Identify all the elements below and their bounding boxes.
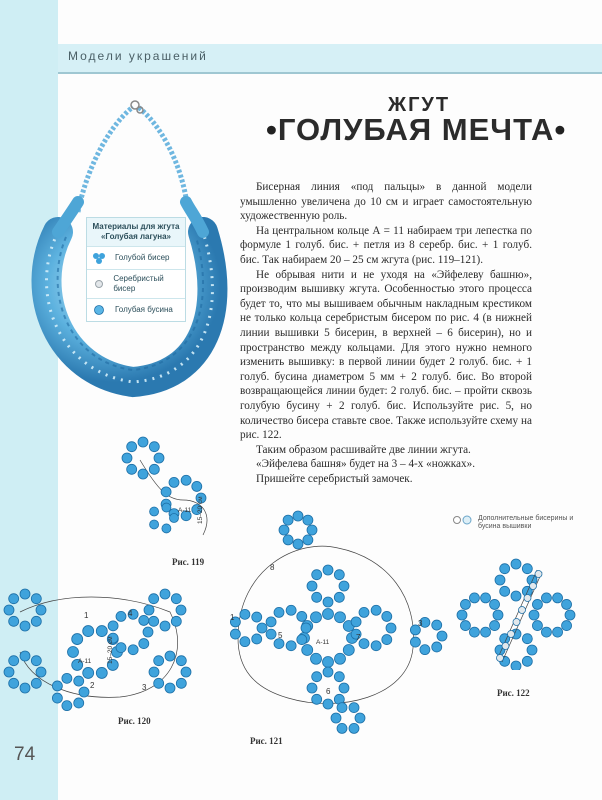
bead: [74, 676, 84, 686]
bead: [274, 607, 284, 617]
fig119-ring-label: А-11: [178, 507, 192, 514]
bead: [386, 623, 396, 633]
bead: [297, 611, 307, 621]
bead: [511, 591, 521, 601]
bead: [31, 594, 41, 604]
bead: [74, 698, 84, 708]
bead: [420, 645, 430, 655]
bead: [165, 651, 175, 661]
bead: [116, 611, 126, 621]
legend-text: Дополнительные бисерины и бусина вышивки: [478, 515, 574, 530]
bead: [382, 635, 392, 645]
bead: [457, 610, 467, 620]
bead: [565, 610, 575, 620]
page-title: [266, 112, 566, 148]
fig119-caption: Рис. 119: [172, 557, 205, 567]
bead: [500, 586, 510, 596]
bead: [36, 667, 46, 677]
bead: [522, 634, 532, 644]
bead: [497, 655, 504, 662]
bead: [460, 599, 470, 609]
title-dot: •: [266, 112, 278, 147]
bead: [351, 617, 361, 627]
bead: [230, 629, 240, 639]
bead: [481, 593, 491, 603]
materials-item-label: Голубой бисер: [115, 253, 170, 262]
title-dot: •: [554, 112, 567, 147]
bead: [371, 605, 381, 615]
bead: [359, 607, 369, 617]
header-divider: [58, 72, 602, 74]
fig121-step-8: 8: [270, 563, 275, 572]
bead: [279, 525, 289, 535]
bead: [181, 667, 191, 677]
bead: [490, 621, 500, 631]
bead: [176, 678, 186, 688]
bead: [286, 641, 296, 651]
bead: [165, 683, 175, 693]
bead: [432, 620, 442, 630]
bead: [562, 621, 572, 631]
bead: [68, 647, 79, 658]
bead: [31, 656, 41, 666]
bead: [297, 635, 307, 645]
bead: [293, 511, 303, 521]
bead: [20, 683, 30, 693]
bead: [562, 599, 572, 609]
bead: [323, 597, 333, 607]
bead: [240, 637, 250, 647]
bead: [144, 605, 154, 615]
bead: [495, 575, 505, 585]
bead: [149, 616, 159, 626]
fig120-diagram: [0, 572, 210, 722]
bead: [460, 621, 470, 631]
bead: [192, 481, 202, 491]
bead: [266, 617, 276, 627]
bead: [469, 593, 479, 603]
bead: [79, 687, 89, 697]
bead: [337, 723, 347, 733]
bead: [312, 694, 322, 704]
bead: [532, 621, 542, 631]
bead: [293, 539, 303, 549]
materials-item: [87, 269, 185, 298]
bead: [312, 592, 322, 602]
bead: [339, 581, 349, 591]
bead: [437, 631, 447, 641]
fig121-ring-label: А-11: [316, 639, 330, 646]
bead: [307, 581, 317, 591]
paragraph: Не обрывая нити и не уходя на «Эйфелеву башню», производим вышивку жгута. Особенностью этого процесса будет то, что мы вышиваем обычным накладным крестиком не только кольца серебристым бисером по рис. 4 (в нижней линии вышивки 5 бисерин, в верхней – 6 бисерин), но и пространство между кольцами. Для этого нужно немного изменить вышивку: в первой линии будет 2 голуб. бис. + 1 голуб. бусина диаметром 5 мм + 2 голуб. бис. Во второй возвращающейся линии будет: 2 голуб. бис. – пройти сквозь голубую бусину + 2 голуб. бис. Используйте рис. 5, но количество бисера ставьте свое. Также используйте схему на рис. 122.: [240, 268, 532, 442]
bead: [522, 564, 532, 574]
bead: [143, 627, 153, 637]
bead: [52, 681, 62, 691]
bead: [31, 678, 41, 688]
bead: [469, 627, 479, 637]
bead: [160, 621, 170, 631]
bead: [181, 475, 191, 485]
bead: [323, 657, 334, 668]
bead: [139, 639, 149, 649]
bead: [511, 661, 521, 670]
bead: [283, 515, 293, 525]
bead: [149, 594, 159, 604]
bead: [532, 599, 542, 609]
fig120-step-2: 2: [90, 681, 95, 690]
materials-item: [87, 298, 185, 321]
bead: [529, 610, 539, 620]
bead: [252, 612, 262, 622]
bead: [252, 634, 262, 644]
bead: [323, 565, 333, 575]
bead: [349, 723, 359, 733]
bead: [334, 592, 344, 602]
bead: [52, 693, 62, 703]
bead: [371, 641, 381, 651]
fig122-caption: Рис. 122: [497, 688, 530, 698]
materials-item: [87, 246, 185, 269]
bead: [283, 535, 293, 545]
bead: [502, 643, 509, 650]
bead: [311, 653, 322, 664]
bead: [62, 701, 72, 711]
bead: [161, 487, 171, 497]
bead: [337, 703, 347, 713]
fig121-caption: Рис. 121: [250, 736, 283, 746]
blue-bead-icon: [91, 303, 109, 317]
bead: [169, 477, 179, 487]
bead: [171, 594, 181, 604]
fig121-step-5: 5: [278, 631, 283, 640]
fig121-step-6: 6: [326, 687, 331, 696]
bead: [481, 627, 491, 637]
bead: [303, 535, 313, 545]
bead: [511, 559, 521, 569]
paragraph: Таким образом расшивайте две линии жгута.: [256, 443, 471, 456]
bead: [4, 667, 14, 677]
bead: [359, 639, 369, 649]
bead: [96, 626, 107, 637]
fig120-step-3: 3: [142, 683, 147, 692]
bead: [9, 594, 19, 604]
fig121-diagram: [218, 508, 458, 738]
bead: [176, 656, 186, 666]
bead: [334, 672, 344, 682]
bead: [339, 683, 349, 693]
fig121-step-7: 7: [356, 633, 361, 642]
fig119-diagram: [118, 430, 228, 560]
bead: [9, 656, 19, 666]
bead: [493, 610, 503, 620]
bead: [331, 713, 341, 723]
bead: [323, 667, 333, 677]
bead: [139, 615, 149, 625]
article-text: [240, 180, 532, 486]
bead: [553, 593, 563, 603]
bead: [355, 713, 365, 723]
bead: [20, 621, 30, 631]
bead: [508, 631, 515, 638]
bead: [257, 623, 267, 633]
materials-box: [86, 217, 186, 322]
bead: [31, 616, 41, 626]
paragraph: Пришейте серебристый замочек.: [256, 472, 413, 485]
fig121-step-3: 3: [418, 619, 423, 628]
bead: [20, 589, 30, 599]
bead: [171, 616, 181, 626]
bead: [240, 609, 250, 619]
bead: [160, 589, 170, 599]
silver-seed-bead-icon: [91, 277, 107, 291]
bead: [535, 571, 542, 578]
fig119-size-label: 15–20 см: [197, 496, 204, 524]
bead: [149, 442, 159, 452]
bead: [312, 570, 322, 580]
bead: [382, 611, 392, 621]
bead: [108, 621, 118, 631]
bead: [490, 599, 500, 609]
bead: [83, 667, 94, 678]
paragraph: «Эйфелева башня» будет на 3 – 4-х «ножках».: [256, 458, 476, 471]
bead: [96, 667, 107, 678]
bead: [128, 645, 138, 655]
bead: [154, 453, 164, 463]
bead: [410, 637, 420, 647]
bead: [303, 515, 313, 525]
bead: [343, 645, 354, 656]
blue-seed-bead-icon: [91, 251, 109, 265]
bead: [432, 642, 442, 652]
bead: [522, 656, 532, 666]
bead: [149, 667, 159, 677]
bead: [500, 564, 510, 574]
bead: [286, 605, 296, 615]
bead: [116, 643, 126, 653]
materials-item-label: Голубая бусина: [115, 305, 173, 314]
fig120-step-1: 1: [84, 611, 89, 620]
diagram-legend: [452, 515, 578, 531]
bead: [312, 672, 322, 682]
bead: [83, 626, 94, 637]
bead: [149, 464, 159, 474]
bead: [513, 619, 520, 626]
bead: [154, 656, 164, 666]
bead: [311, 612, 322, 623]
fig120-ring-label: А-11: [78, 658, 92, 665]
bead: [323, 699, 333, 709]
bead: [9, 616, 19, 626]
fig120-caption: Рис. 120: [118, 716, 151, 726]
bead: [162, 503, 171, 512]
bead: [307, 525, 317, 535]
bead: [20, 651, 30, 661]
bead: [335, 612, 346, 623]
title-text: ГОЛУБАЯ МЕЧТА: [277, 112, 555, 147]
subtitle: ЖГУТ: [388, 94, 451, 116]
bead: [150, 507, 159, 516]
bead: [9, 678, 19, 688]
bead: [335, 653, 346, 664]
bead: [4, 605, 14, 615]
bead: [127, 464, 137, 474]
bead: [150, 520, 159, 529]
bead: [530, 583, 537, 590]
bead: [301, 623, 311, 633]
bead: [138, 469, 148, 479]
bead: [334, 570, 344, 580]
bead: [541, 593, 551, 603]
bead: [541, 627, 551, 637]
bead: [307, 683, 317, 693]
bead: [349, 703, 359, 713]
materials-item-label: Серебристый бисер: [113, 274, 164, 293]
bead: [138, 437, 148, 447]
bead: [36, 605, 46, 615]
bead: [176, 605, 186, 615]
bead: [553, 627, 563, 637]
paragraph: На центральном кольце А = 11 набираем три лепестка по формуле 1 голуб. бис. + петля из 8 серебр. бис. + 1 голуб. бис. Так набираем 20 – 25 см жгута (рис. 119–121).: [240, 224, 532, 266]
bead: [72, 634, 83, 645]
bead: [162, 524, 171, 533]
bead: [127, 442, 137, 452]
page-number: 74: [14, 744, 36, 765]
bead: [266, 629, 276, 639]
fig120-step-4: 4: [128, 609, 133, 618]
bead: [519, 607, 526, 614]
bead: [154, 678, 164, 688]
bead: [122, 453, 132, 463]
bead: [170, 514, 179, 523]
bead: [62, 673, 72, 683]
section-title: Модели украшений: [68, 49, 208, 63]
fig120-size-label: 15–20 см: [107, 636, 114, 664]
fig121-step-1: 1: [230, 613, 235, 622]
bead: [323, 609, 334, 620]
bead: [302, 645, 313, 656]
fig122-diagram: [452, 550, 582, 670]
bead: [524, 595, 531, 602]
materials-title: Материалы для жгута «Голубая лагуна»: [87, 218, 185, 246]
bead: [527, 645, 537, 655]
bead: [274, 639, 284, 649]
paragraph: Бисерная линия «под пальцы» в данной модели умышленно увеличена до 10 см и играет самостоятельную художественную роль.: [240, 181, 532, 223]
